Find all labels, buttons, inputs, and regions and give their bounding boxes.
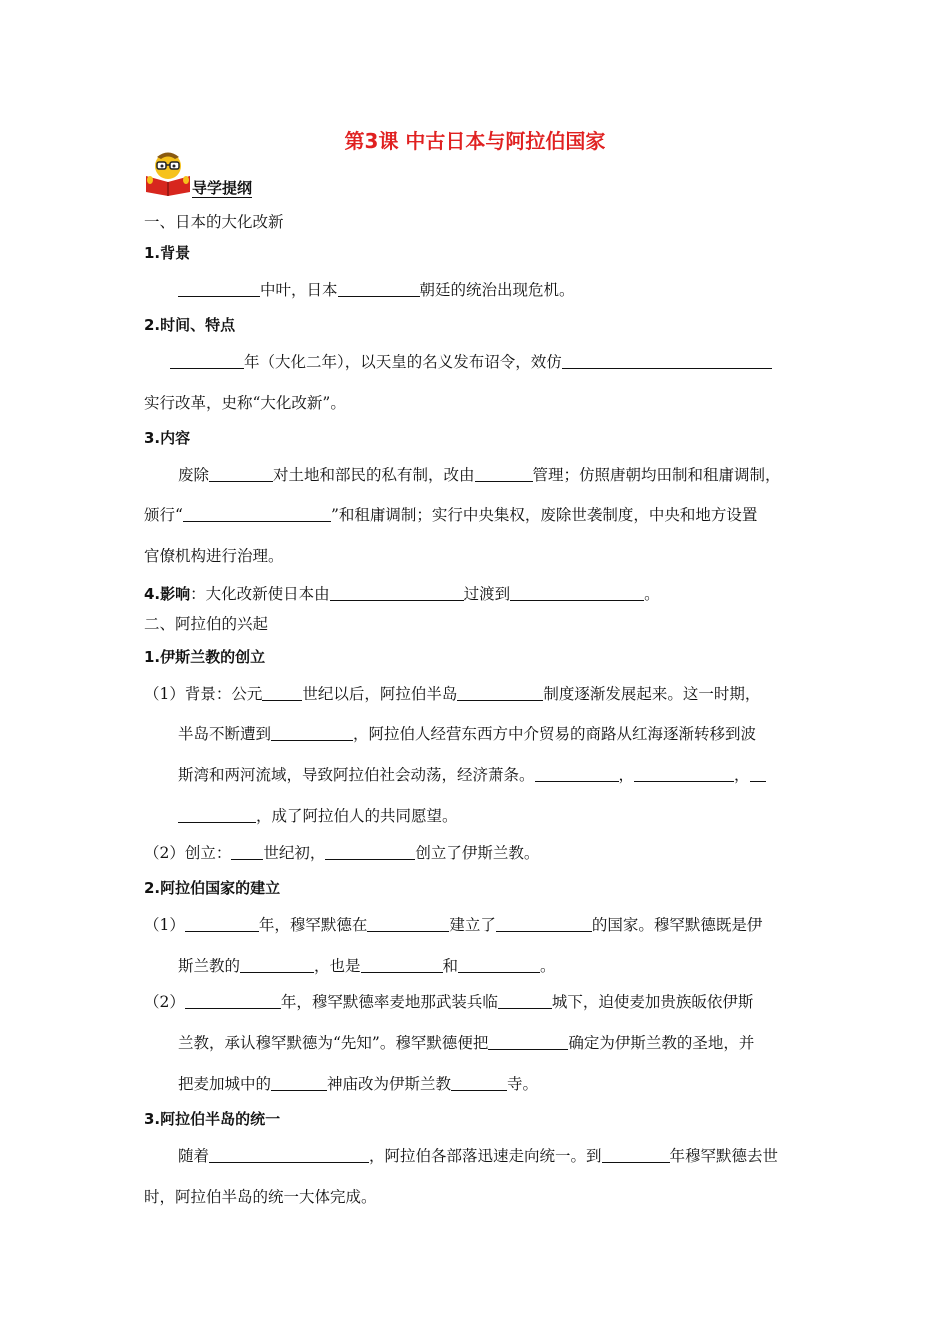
guide-heading: 导学提纲 (192, 179, 253, 197)
content-line-3: 官僚机构进行治理。 (144, 547, 284, 565)
unify-heading: 3.阿拉伯半岛的统一 (144, 1110, 281, 1128)
answer-blank (240, 957, 314, 973)
state-line-5: 把麦加城中的 神庙改为伊斯兰教 寺。 (178, 1075, 539, 1093)
section-2-heading: 二、阿拉伯的兴起 (144, 615, 269, 633)
answer-blank (498, 993, 552, 1009)
islam-line-4: ，成了阿拉伯人的共同愿望。 (178, 804, 458, 826)
answer-blank (562, 353, 772, 369)
state-line-1: （1） 年，穆罕默德在 建立了 的国家。穆罕默德既是伊 (144, 916, 763, 934)
time-line-1: 年（大化二年），以天皇的名义发布诏令，效仿 (170, 350, 772, 372)
state-line-2: 斯兰教的 ，也是 和 。 (178, 957, 556, 975)
answer-blank (271, 1075, 327, 1091)
answer-blank (535, 766, 619, 782)
answer-blank (458, 957, 540, 973)
answer-blank (209, 466, 273, 482)
answer-blank (330, 585, 464, 601)
islam-heading: 1.伊斯兰教的创立 (144, 648, 266, 666)
content-line-1: 废除 对土地和部民的私有制，改由 管理；仿照唐朝均田制和租庸调制， (178, 466, 781, 484)
answer-blank (488, 1034, 568, 1050)
reading-mascot-icon (144, 150, 192, 196)
content-line-2: 颁行“ ”和租庸调制；实行中央集权，废除世袭制度，中央和地方设置 (144, 506, 758, 524)
background-heading: 1.背景 (144, 244, 191, 262)
answer-blank (178, 281, 260, 297)
unify-line-1: 随着 ，阿拉伯各部落迅速走向统一。到 年穆罕默德去世 (178, 1147, 779, 1165)
background-line: 中叶，日本 朝廷的统治出现危机。 (178, 278, 575, 300)
content-heading: 3.内容 (144, 429, 191, 447)
time-heading: 2.时间、特点 (144, 316, 236, 334)
answer-blank (338, 281, 420, 297)
answer-blank (170, 353, 244, 369)
page-title: 第3课 中古日本与阿拉伯国家 (344, 129, 606, 153)
answer-blank (178, 807, 256, 823)
answer-blank (262, 685, 302, 701)
answer-blank (367, 916, 449, 932)
islam-line-5: （2）创立： 世纪初， 创立了伊斯兰教。 (144, 844, 540, 862)
answer-blank (475, 466, 533, 482)
time-line-2: 实行改革，史称“大化改新”。 (144, 394, 346, 412)
answer-blank (185, 916, 259, 932)
answer-blank (271, 725, 353, 741)
answer-blank (325, 844, 415, 860)
answer-blank (183, 506, 331, 522)
section-1-heading: 一、日本的大化改新 (144, 213, 284, 231)
answer-blank (185, 993, 281, 1009)
answer-blank (361, 957, 443, 973)
answer-blank (209, 1147, 369, 1163)
answer-blank (634, 766, 734, 782)
answer-blank (750, 766, 766, 782)
unify-line-2: 时，阿拉伯半岛的统一大体完成。 (144, 1188, 377, 1206)
state-heading: 2.阿拉伯国家的建立 (144, 879, 281, 897)
answer-blank (496, 916, 592, 932)
answer-blank (451, 1075, 507, 1091)
impact-line: 4.影响：大化改新使日本由 过渡到 。 (144, 585, 660, 603)
islam-line-2: 半岛不断遭到 ，阿拉伯人经营东西方中介贸易的商路从红海逐渐转移到波 (178, 725, 757, 743)
answer-blank (231, 844, 263, 860)
islam-line-3: 斯湾和两河流域，导致阿拉伯社会动荡，经济萧条。 ， ， (178, 763, 766, 785)
answer-blank (602, 1147, 670, 1163)
state-line-3: （2） 年，穆罕默德率麦地那武装兵临 城下，迫使麦加贵族皈依伊斯 (144, 993, 754, 1011)
islam-line-1: （1）背景：公元 世纪以后，阿拉伯半岛 制度逐渐发展起来。这一时期， (144, 685, 761, 703)
answer-blank (510, 585, 644, 601)
answer-blank (457, 685, 543, 701)
state-line-4: 兰教，承认穆罕默德为“先知”。穆罕默德便把 确定为伊斯兰教的圣地，并 (178, 1034, 755, 1052)
